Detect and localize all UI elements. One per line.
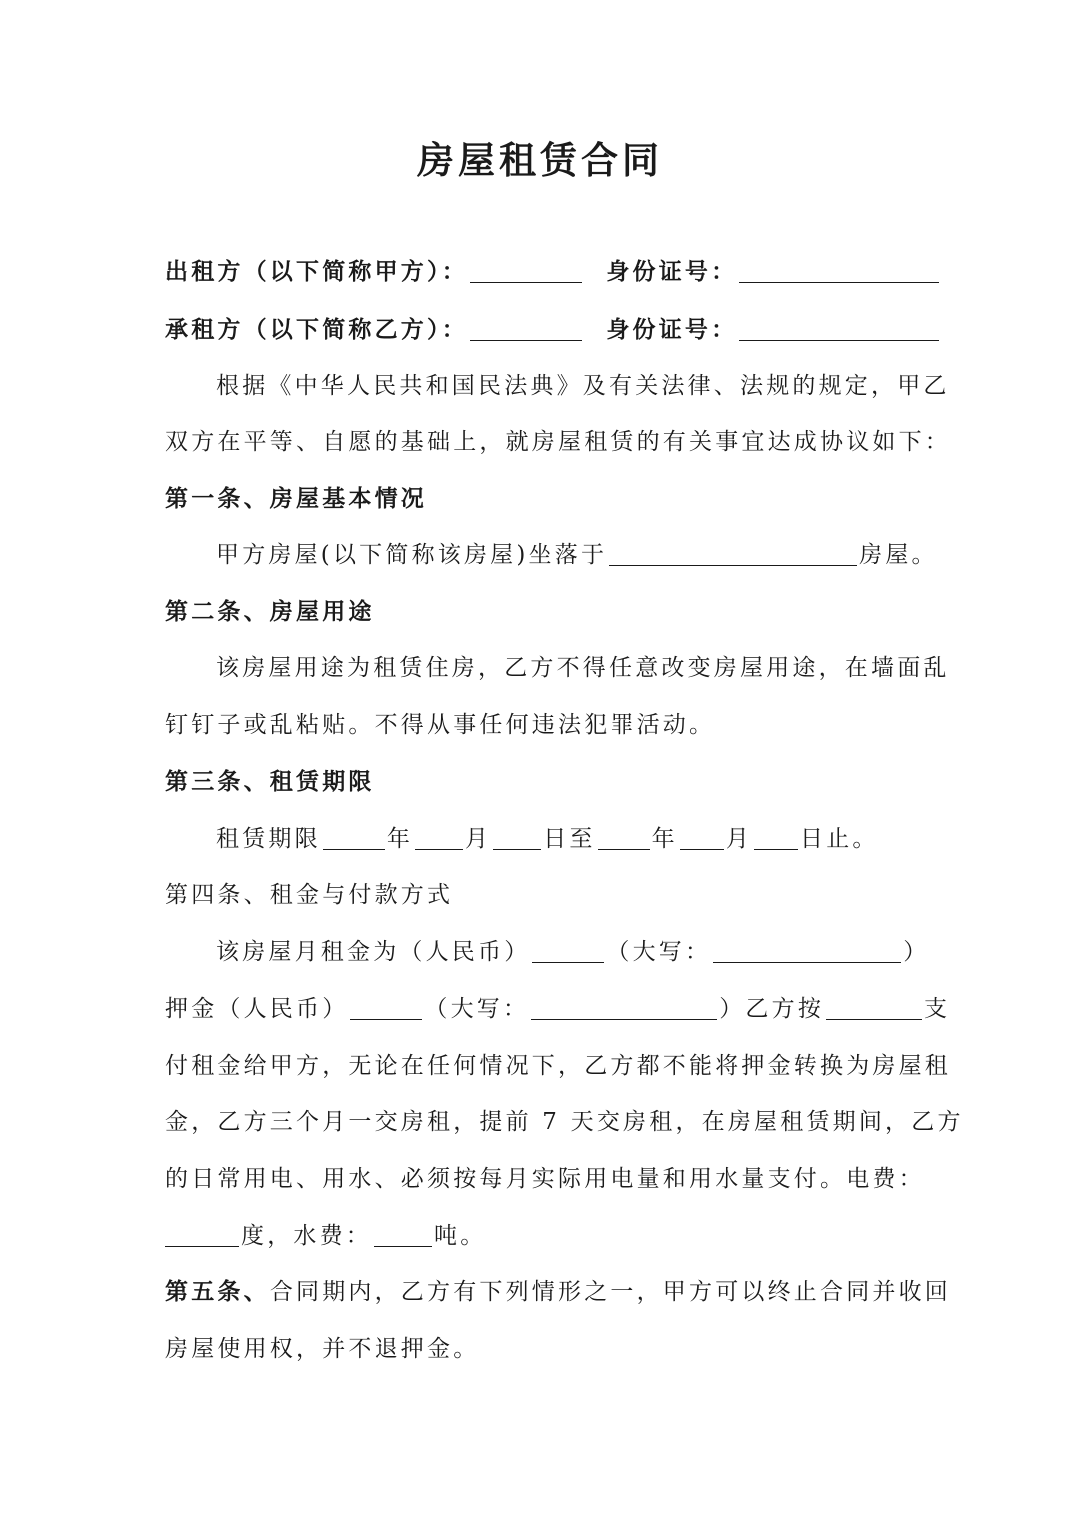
lease-term-line bbox=[216, 821, 976, 857]
degree-label: 度，水费： bbox=[241, 1223, 372, 1249]
rent-amount-blank[interactable] bbox=[532, 936, 604, 963]
article-4-line-3: 付租金给甲方，无论在任何情况下，乙方都不能将押金转换为房屋租 bbox=[165, 1053, 951, 1079]
deposit-label: 押金（人民币） bbox=[165, 996, 349, 1022]
year-label-2: 年 bbox=[651, 826, 678, 852]
article-2-heading: 第二条、房屋用途 bbox=[165, 598, 375, 625]
article-1-text bbox=[216, 537, 976, 573]
ton-label: 吨。 bbox=[434, 1223, 487, 1249]
day-end-label: 日止。 bbox=[800, 826, 879, 852]
house-location-blank[interactable] bbox=[609, 539, 857, 566]
deposit-caps-close: ）乙方按 bbox=[719, 996, 825, 1022]
month-label-2: 月 bbox=[725, 826, 753, 852]
deposit-amount-blank[interactable] bbox=[350, 993, 422, 1020]
article-5-line-1 bbox=[165, 1274, 952, 1310]
lessee-line bbox=[165, 312, 925, 348]
article-4-line-5: 的日常用电、用水、必须按每月实际用电量和用水量支付。电费： bbox=[165, 1166, 925, 1192]
article-2-line-2: 钉钉子或乱粘贴。不得从事任何违法犯罪活动。 bbox=[165, 712, 716, 738]
article-1-heading: 第一条、房屋基本情况 bbox=[165, 485, 427, 512]
preamble-line-1: 根据《中华人民共和国民法典》及有关法律、法规的规定，甲乙 bbox=[216, 373, 950, 399]
rent-caps-open: （大写： bbox=[606, 939, 712, 965]
article-5-heading: 第五条、 bbox=[165, 1278, 270, 1305]
lessee-label: 承租方（以下简称乙方）： bbox=[165, 316, 468, 343]
month-label: 月 bbox=[465, 826, 492, 852]
article-5-line-2: 房屋使用权，并不退押金。 bbox=[165, 1336, 480, 1362]
lessor-line bbox=[165, 254, 925, 290]
year-label: 年 bbox=[386, 826, 414, 852]
document-title: 房屋租赁合同 bbox=[417, 138, 663, 182]
rent-line bbox=[216, 934, 976, 970]
lessor-name-blank[interactable] bbox=[470, 256, 582, 283]
lessee-id-label: 身份证号： bbox=[606, 316, 738, 343]
lessor-id-label: 身份证号： bbox=[606, 258, 738, 285]
pay-end: 支 bbox=[924, 996, 951, 1022]
lease-term-label: 租赁期限 bbox=[216, 826, 321, 852]
article-3-heading: 第三条、租赁期限 bbox=[165, 768, 375, 795]
rent-caps-close: ） bbox=[903, 939, 930, 965]
article-4-heading: 第四条、租金与付款方式 bbox=[165, 882, 454, 908]
utility-line bbox=[165, 1218, 925, 1254]
article-5-line-1-rest: 合同期内，乙方有下列情形之一，甲方可以终止合同并收回 bbox=[269, 1279, 952, 1305]
rent-caps-blank[interactable] bbox=[713, 936, 901, 963]
end-day-blank[interactable] bbox=[754, 823, 798, 850]
start-year-blank[interactable] bbox=[323, 823, 385, 850]
electricity-blank[interactable] bbox=[165, 1220, 239, 1247]
lessee-id-blank[interactable] bbox=[739, 314, 939, 341]
start-day-blank[interactable] bbox=[493, 823, 541, 850]
end-year-blank[interactable] bbox=[598, 823, 650, 850]
preamble-line-2: 双方在平等、自愿的基础上，就房屋租赁的有关事宜达成协议如下： bbox=[165, 429, 951, 455]
payment-method-blank[interactable] bbox=[826, 993, 922, 1020]
article-4-line-4: 金，乙方三个月一交房租，提前 7 天交房租，在房屋租赁期间，乙方 bbox=[165, 1109, 964, 1135]
water-blank[interactable] bbox=[374, 1220, 432, 1247]
lessor-id-blank[interactable] bbox=[739, 256, 939, 283]
lessor-label: 出租方（以下简称甲方）： bbox=[165, 258, 468, 285]
deposit-caps-open: （大写： bbox=[424, 996, 530, 1022]
day-to-label: 日至 bbox=[543, 826, 596, 852]
end-month-blank[interactable] bbox=[680, 823, 724, 850]
deposit-caps-blank[interactable] bbox=[531, 993, 717, 1020]
article-1-text-before: 甲方房屋(以下简称该房屋)坐落于 bbox=[216, 542, 608, 568]
article-2-line-1: 该房屋用途为租赁住房，乙方不得任意改变房屋用途，在墙面乱 bbox=[216, 655, 950, 681]
article-1-text-after: 房屋。 bbox=[859, 542, 938, 568]
rent-label: 该房屋月租金为（人民币） bbox=[216, 939, 531, 965]
lessee-name-blank[interactable] bbox=[470, 314, 582, 341]
deposit-line bbox=[165, 991, 951, 1027]
start-month-blank[interactable] bbox=[415, 823, 463, 850]
